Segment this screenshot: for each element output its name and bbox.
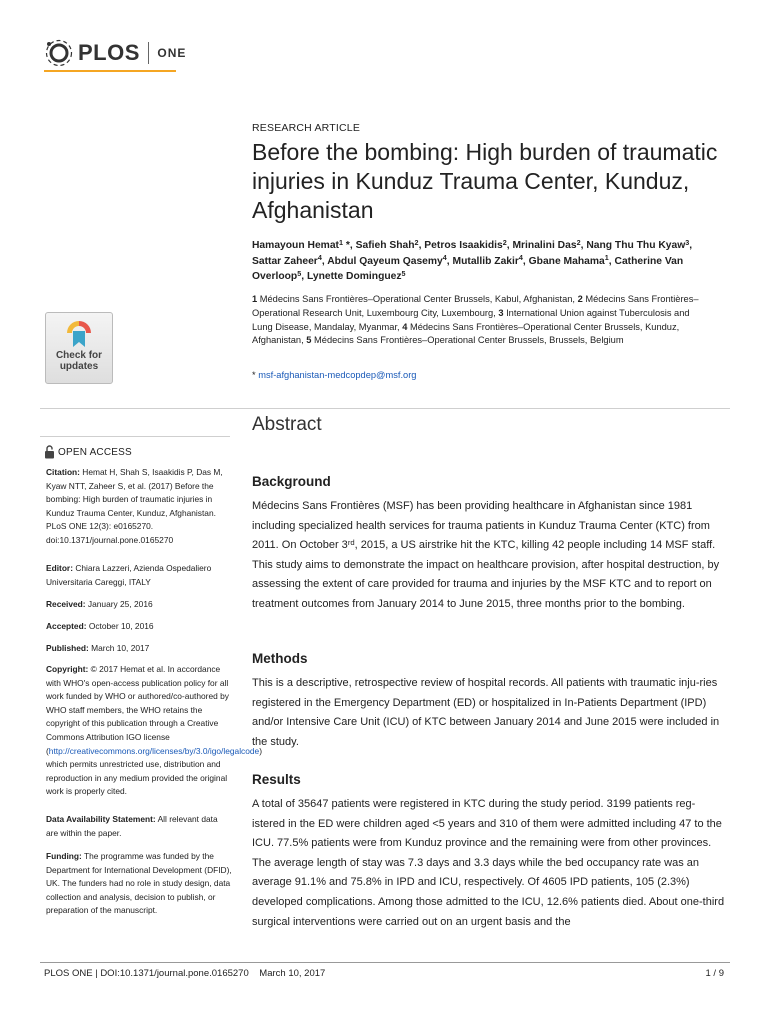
logo-separator	[148, 42, 150, 64]
footer-divider	[40, 962, 730, 963]
author-separator: ,	[689, 240, 693, 251]
received-block	[46, 598, 232, 612]
author-separator: ,	[446, 255, 453, 267]
copyright-text-1: © 2017 Hemat et al. In accordance with WHO's open-access publication policy for all work funded by WHO or authored/co-authored by WHO staff members, the WHO retains the copyright of this publication through a Creative Commons Attribution IGO license (	[46, 664, 229, 756]
data-availability-text: All relevant data are within the paper.	[46, 814, 218, 838]
author-affiliation-sup: 2	[576, 237, 581, 247]
data-availability-label: Data Availability Statement:	[46, 814, 156, 824]
affiliation-number: 3	[498, 307, 504, 318]
section-heading-methods: Methods	[252, 651, 308, 666]
affiliations	[252, 293, 712, 348]
author-name: Lynette Dominguez	[306, 271, 402, 283]
accepted-label: Accepted:	[46, 621, 87, 631]
affiliation-text: Médecins Sans Frontières–Operational Research Unit, Luxembourg City, Luxembourg,	[252, 294, 699, 318]
author-affiliation-sup: 2	[502, 237, 507, 247]
affiliation-number: 2	[577, 294, 583, 304]
sidebar-divider	[40, 436, 230, 437]
check-for-updates-badge[interactable]	[45, 312, 113, 384]
author-separator: ,	[349, 240, 356, 251]
open-lock-icon	[44, 445, 55, 459]
author-name: Mrinalini Das	[512, 240, 577, 251]
author-affiliation-sup: 5	[297, 268, 302, 278]
author-affiliation-sup: 4	[518, 253, 523, 263]
author-name: Hamayoun Hemat	[252, 240, 339, 251]
open-access-label	[44, 445, 132, 459]
copyright-block	[46, 663, 263, 799]
copyright-text-2: ) which permits unrestricted use, distribution and reproduction in any medium provided the original work is properly cited.	[46, 745, 263, 797]
logo-plos-text: PLOS	[78, 40, 140, 65]
author-name: Nang Thu Thu Kyaw	[586, 240, 686, 251]
plos-logo-icon	[44, 38, 74, 68]
funding-block	[46, 850, 232, 918]
author-separator: ,	[321, 255, 328, 267]
background-text-part2: , 2015, a US airstrike hit the KTC, killing 42 people including 14 MSF staff. This study aims to demonstrate the impact on healthcare provision, after hospital destruction, by assessing the extent of care provided for trauma and injuries by the MSF KTC and to report on treatment outcomes from January 2014 to June 2015, three months prior to the bombing.	[252, 539, 720, 610]
background-ordinal-sup: rd	[347, 537, 355, 547]
affiliation-text: Médecins Sans Frontières–Operational Center Brussels, Kabul, Afghanistan,	[259, 294, 578, 304]
copyright-label: Copyright:	[46, 664, 89, 674]
check-for-updates-line2: updates	[59, 360, 99, 372]
author-list	[252, 238, 722, 285]
section-heading-background: Background	[252, 474, 331, 489]
affiliation-text: Médecins Sans Frontières–Operational Center Brussels, Brussels, Belgium	[314, 335, 624, 346]
author-separator: ,	[418, 240, 425, 251]
corresponding-author	[252, 370, 416, 380]
logo-journal-text: ONE	[157, 46, 187, 60]
author-affiliation-sup: 2	[414, 237, 419, 247]
author-affiliation-sup: 4	[317, 253, 322, 263]
received-label: Received:	[46, 599, 86, 609]
published-date: March 10, 2017	[91, 643, 150, 653]
affiliation-number: 1	[252, 294, 258, 304]
accepted-block	[46, 620, 232, 634]
funding-text: The programme was funded by the Department for International Development (DFID), UK. The funders had no role in study design, data collection and analysis, decision to publish, or preparation of the manuscript.	[46, 851, 232, 916]
received-date: January 25, 2016	[87, 599, 153, 609]
author-name: Sattar Zaheer	[252, 255, 318, 267]
author-affiliation-sup: 3	[685, 237, 690, 247]
published-label: Published:	[46, 643, 89, 653]
license-link[interactable]: http://creativecommons.org/licenses/by/3.0/igo/legalcode	[48, 745, 260, 756]
logo-accent-bar	[44, 70, 176, 72]
article-type: RESEARCH ARTICLE	[252, 122, 361, 134]
background-text-part1: Médecins Sans Frontières (MSF) has been providing healthcare in Afghanistan since 1981 including specialized health services for trauma patients in Kunduz Trauma Center (KTC) from 2011. On October 3	[252, 500, 710, 552]
abstract-divider	[40, 408, 730, 409]
editor-text: Chiara Lazzeri, Azienda Ospedaliero Universitaria Careggi, ITALY	[46, 563, 212, 587]
corresponding-mark: *	[252, 370, 256, 380]
corresponding-email-link[interactable]: msf-afghanistan-medcopdep@msf.org	[258, 370, 417, 380]
author-affiliation-sup: 4	[442, 253, 447, 263]
affiliation-text: International Union against Tuberculosis and Lung Disease, Mandalay, Myanmar,	[252, 307, 690, 332]
author-affiliation-sup: 5	[401, 268, 406, 278]
published-block	[46, 642, 232, 656]
editor-block	[46, 562, 232, 589]
citation-label: Citation:	[46, 467, 80, 477]
citation-text: Hemat H, Shah S, Isaakidis P, Das M, Kyaw NTT, Zaheer S, et al. (2017) Before the bombing: High burden of traumatic injuries in Kunduz Trauma Center, Kunduz, Afghanistan. PLoS ONE 12(3): e0165270. doi:10.1371/journal.pone.0165270	[46, 467, 223, 545]
abstract-title: Abstract	[252, 414, 322, 435]
affiliation-number: 4	[402, 321, 408, 332]
author-separator: ,	[580, 240, 587, 251]
author-name: Safieh Shah	[355, 240, 415, 251]
citation-block	[46, 466, 232, 548]
section-body-methods: This is a descriptive, retrospective review of hospital records. All patients with traumatic inju-ries registered in the Emergency Department (ED) or hospitalized in In-Patients Department (IPD) and/or Intensive Care Unit (ICU) of KTC between January 2014 and June 2015 were included in the study.	[252, 677, 720, 748]
author-affiliation-sup: 1	[604, 253, 609, 263]
author-name: Abdul Qayeum Qasemy	[327, 255, 443, 267]
author-separator: ,	[522, 255, 529, 267]
bookmark-ribbon-icon	[64, 319, 94, 349]
editor-label: Editor:	[46, 563, 73, 573]
footer-citation: PLOS ONE | DOI:10.1371/journal.pone.0165270 March 10, 2017	[44, 968, 326, 979]
data-availability-block	[46, 813, 232, 840]
open-access-text: OPEN ACCESS	[58, 446, 132, 458]
page-number: 1 / 9	[705, 968, 724, 979]
author-name: Mutallib Zakir	[452, 255, 519, 267]
author-name: Petros Isaakidis	[424, 240, 503, 251]
affiliation-text: Médecins Sans Frontières–Operational Center Brussels, Kunduz, Afghanistan,	[252, 321, 680, 346]
check-for-updates-line1: Check for	[55, 350, 103, 361]
accepted-date: October 10, 2016	[88, 621, 154, 631]
author-name: Catherine Van Overloop	[252, 255, 684, 283]
author-corresponding-mark: *	[343, 240, 350, 251]
plos-one-logo[interactable]	[44, 36, 186, 70]
section-body-background	[252, 497, 726, 615]
author-affiliation-sup: 1	[338, 237, 343, 247]
author-separator: ,	[608, 255, 615, 267]
author-separator: ,	[301, 271, 307, 283]
funding-label: Funding:	[46, 851, 82, 861]
section-heading-results: Results	[252, 772, 301, 787]
affiliation-number: 5	[306, 335, 312, 346]
author-separator: ,	[506, 240, 513, 251]
article-title: Before the bombing: High burden of traumatic injuries in Kunduz Trauma Center, Kunduz, Afghanistan	[252, 139, 718, 223]
author-name: Gbane Mahama	[528, 255, 605, 267]
section-body-results: A total of 35647 patients were registered in KTC during the study period. 3199 patients reg-istered in the ED were children aged <5 years and 310 of them were admitted including 47 to the ICU. 77.5% patients were from Kunduz province and the remaining were from other provinces. The average length of stay was 7.3 days and 3.3 days while the bed occupancy rate was an average 91.1% and 75.8% in IPD and ICU, respectively. Of 4605 IPD patients, 105 (2.3%) developed complications. Among those admitted to the ICU, 12.6% patients died. About one-third surgical interventions were carried out on an urgent basis and the	[252, 798, 725, 928]
